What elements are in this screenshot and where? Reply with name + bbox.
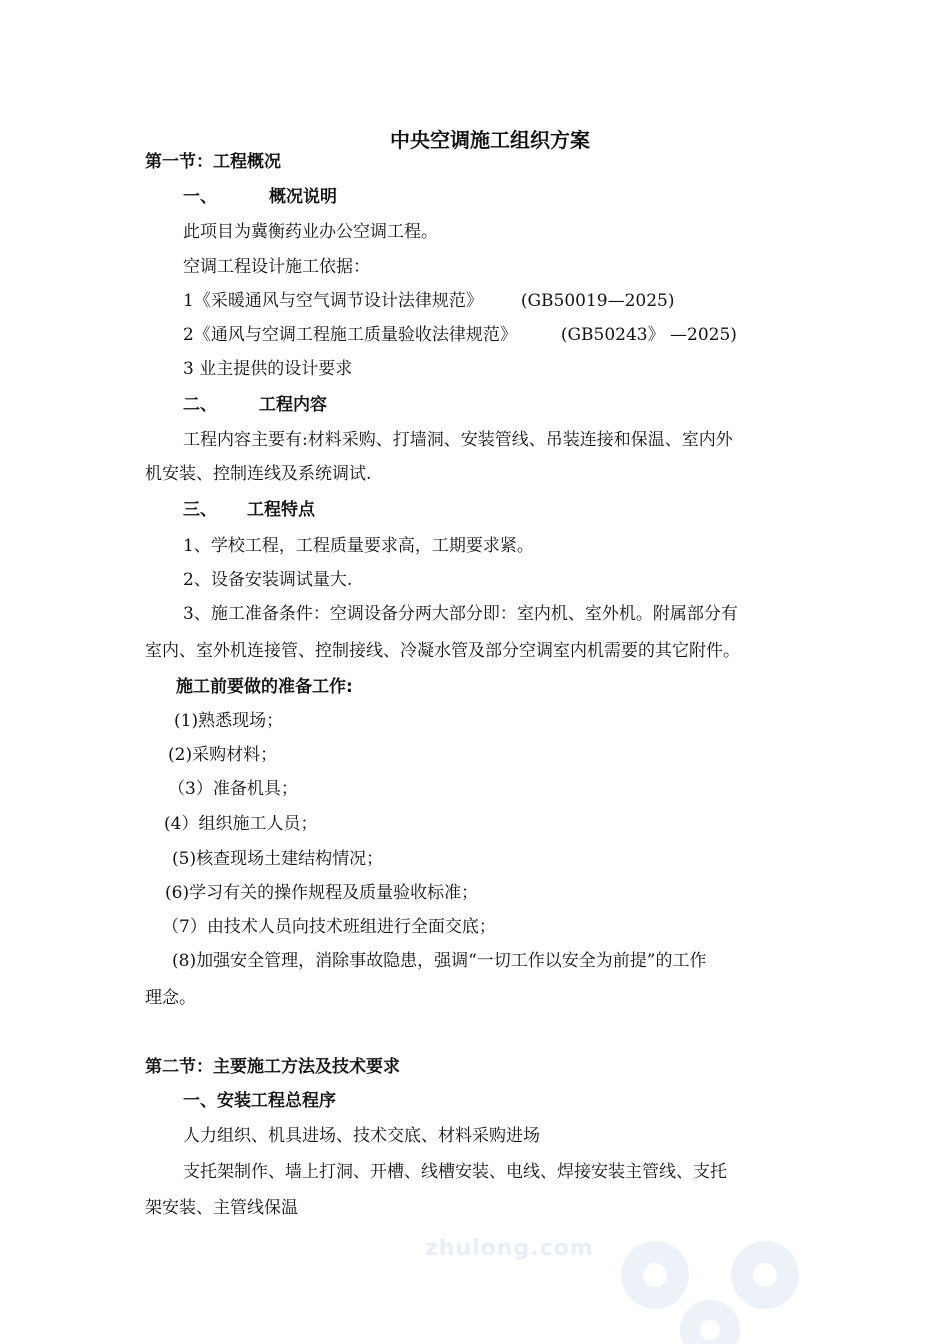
list-item: 2、设备安装调试量大.: [183, 570, 353, 590]
list-item: 1、学校工程，工程质量要求高，工期要求紧。: [183, 536, 534, 556]
list-item: 3、施工准备条件：空调设备分两大部分即：室内机、室外机。附属部分有: [183, 604, 738, 624]
subheading-procedure: 一、安装工程总程序: [183, 1091, 336, 1111]
prep-item: (2)采购材料；: [168, 745, 278, 765]
list-item: 室内、室外机连接管、控制接线、冷凝水管及部分空调室内机需要的其它附件。: [145, 641, 740, 661]
prep-item: （3）准备机具；: [168, 779, 298, 799]
subheading-features: [183, 498, 315, 522]
reference-code: (GB50243》 —2025): [560, 325, 737, 345]
paragraph: 机安装、控制连线及系统调试.: [145, 464, 372, 484]
paragraph: 支托架制作、墙上打洞、开槽、线槽安装、电线、焊接安装主管线、支托: [183, 1162, 727, 1182]
subheading-number: 一、: [183, 187, 217, 207]
prep-item: (6)学习有关的操作规程及质量验收标准；: [165, 883, 479, 903]
reference-item: 3 业主提供的设计要求: [183, 359, 353, 379]
paragraph: 工程内容主要有:材料采购、打墙洞、安装管线、吊装连接和保温、室内外: [183, 430, 733, 450]
prep-item: 理念。: [145, 988, 196, 1008]
reference-title: 1《采暖通风与空气调节设计法律规范》: [183, 291, 483, 311]
section-1-heading: 第一节：工程概况: [145, 152, 281, 172]
paragraph: 此项目为冀衡药业办公空调工程。: [183, 222, 438, 242]
prep-item: （7）由技术人员向技术班组进行全面交底；: [162, 917, 496, 937]
reference-item: [183, 323, 737, 347]
paragraph: 人力组织、机具进场、技术交底、材料采购进场: [183, 1126, 540, 1146]
subheading-label: 概况说明: [269, 187, 337, 207]
subheading-overview: [183, 185, 337, 209]
subheading-label: 工程内容: [259, 395, 327, 415]
reference-code: (GB50019—2025): [520, 291, 675, 311]
watermark-text: zhulong.com: [425, 1236, 594, 1261]
paragraph: 空调工程设计施工依据：: [183, 257, 370, 277]
watermark-flower-icon: [600, 1230, 830, 1344]
subheading-number: 二、: [183, 395, 217, 415]
reference-title: 2《通风与空调工程施工质量验收法律规范》: [183, 325, 517, 345]
subheading-label: 工程特点: [247, 500, 315, 520]
document-title: 中央空调施工组织方案: [390, 128, 590, 152]
prep-item: (1)熟悉现场；: [174, 711, 284, 731]
prep-item: (8)加强安全管理，消除事故隐患，强调“一切工作以安全为前提”的工作: [172, 951, 707, 971]
subheading-content: [183, 393, 327, 417]
section-2-heading: 第二节：主要施工方法及技术要求: [145, 1057, 400, 1077]
prep-item: (4）组织施工人员；: [164, 814, 318, 834]
paragraph: 架安装、主管线保温: [145, 1198, 298, 1218]
reference-item: [183, 289, 675, 313]
prep-heading: 施工前要做的准备工作:: [176, 677, 353, 697]
prep-item: (5)核查现场土建结构情况；: [172, 849, 384, 869]
subheading-number: 三、: [183, 500, 217, 520]
